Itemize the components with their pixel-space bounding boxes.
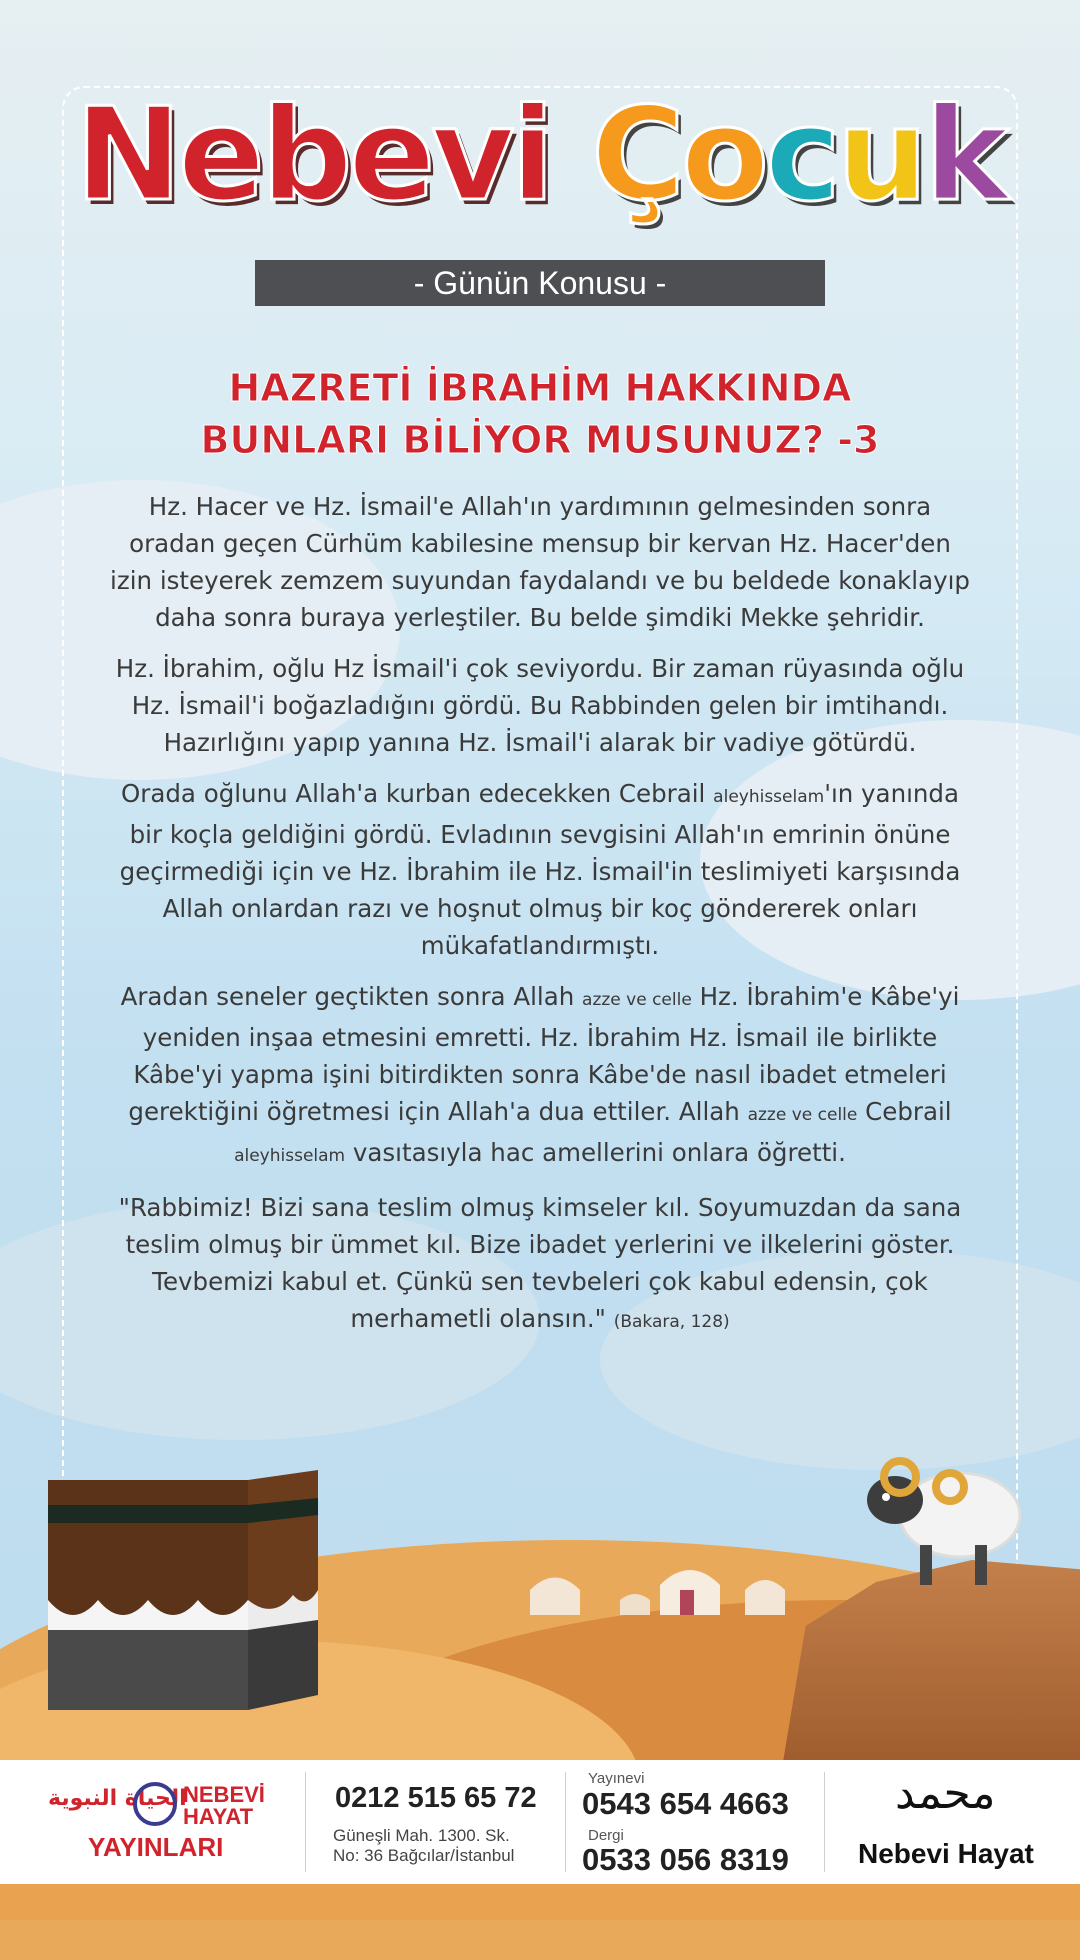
- subtitle-bar: - Günün Konusu -: [255, 260, 825, 306]
- footer-divider: [305, 1772, 306, 1872]
- publisher-name-line-1: NEBEVİ: [183, 1782, 265, 1807]
- article-body: [108, 488, 972, 1355]
- paragraph-5-quote: [108, 1189, 972, 1341]
- p4-text: Aradan seneler geçtikten sonra Allah: [120, 982, 575, 1011]
- village-houses-illustration: [520, 1550, 820, 1620]
- honorific: aleyhisselam: [713, 787, 825, 807]
- footer-divider: [824, 1772, 825, 1872]
- publisher-name-line-3: YAYINLARI: [88, 1832, 224, 1862]
- p3-text: 'ın yanında bir koçla geldiğini gördü. Evladının sevgisini Allah'ın emrinin önüne geçirmediği için ve Hz. İbrahim ile Hz. İsmail'in teslimiyeti karşısında Allah onlardan razı ve hoşnut olmuş bir koç göndererek onları mükafatlandırmıştı.: [119, 779, 961, 960]
- address-line-1: Güneşli Mah. 1300. Sk.: [333, 1826, 510, 1845]
- brand-arabic-calligraphy: محمد: [895, 1768, 996, 1819]
- logo-letter: k: [924, 81, 1006, 230]
- publisher-name-line-2: HAYAT: [183, 1804, 254, 1829]
- publisher-emblem-icon: [133, 1782, 177, 1826]
- magazine-phone-number[interactable]: 0533 056 8319: [582, 1842, 789, 1877]
- quote-text: "Rabbimiz! Bizi sana teslim olmuş kimseler kıl. Soyumuzdan da sana teslim olmuş bir ümmet kıl. Bize ibadet yerlerini ve ilkelerini göster. Tevbemizi kabul et. Çünkü sen tevbeleri çok kabul edensin, çok merhametli olansın.": [118, 1193, 962, 1333]
- brand-name: Nebevi Hayat: [858, 1838, 1034, 1869]
- logo-word-cocuk: [591, 81, 1005, 230]
- paragraph-3: [108, 775, 972, 964]
- publisher-phone-number[interactable]: 0543 654 4663: [582, 1786, 789, 1821]
- logo-letter: c: [765, 81, 837, 230]
- p4-text: Cebrail: [865, 1097, 952, 1126]
- logo-letter: o: [681, 81, 765, 230]
- publisher-arabic-name: الحياة النبوية: [48, 1786, 187, 1811]
- article-title: [60, 362, 1020, 466]
- p4-text: Hz. İbrahim'e Kâbe'yi yeniden inşaa etmesini emretti. Hz. İbrahim Hz. İsmail ile birlikte Kâbe'yi yapma işini bitirdikten sonra Kâbe'de nasıl ibadet etmeleri gerektiğini öğretmesi için Allah'a dua ettiler. Allah: [128, 982, 960, 1126]
- honorific: azze ve celle: [582, 990, 692, 1010]
- paragraph-4: [108, 978, 972, 1175]
- sheep-illustration: [850, 1455, 1030, 1595]
- footer-divider: [565, 1772, 566, 1872]
- address-line-2: No: 36 Bağcılar/İstanbul: [333, 1846, 515, 1865]
- magazine-label: Dergi: [588, 1827, 624, 1844]
- logo-letter: u: [836, 81, 924, 230]
- logo-letter: Ç: [591, 81, 682, 230]
- quote-reference: (Bakara, 128): [613, 1312, 730, 1332]
- publisher-logo: [48, 1780, 278, 1870]
- paragraph-2: Hz. İbrahim, oğlu Hz İsmail'i çok seviyordu. Bir zaman rüyasında oğlu Hz. İsmail'i boğazladığını gördü. Bu Rabbinden gelen bir imtihandı. Hazırlığını yapıp yanına Hz. İsmail'i alarak bir vadiye götürdü.: [115, 654, 965, 757]
- main-phone-number[interactable]: 0212 515 65 72: [335, 1782, 537, 1814]
- nebevi-cocuk-logo: [0, 81, 1080, 230]
- honorific: azze ve celle: [747, 1105, 858, 1125]
- logo-word-nebevi: Nebevi: [74, 81, 551, 230]
- title-line-2: BUNLARI BİLİYOR MUSUNUZ? -3: [200, 418, 880, 462]
- honorific: aleyhisselam: [234, 1146, 346, 1166]
- footer-strip: [0, 1884, 1080, 1920]
- title-line-1: HAZRETİ İBRAHİM HAKKINDA: [228, 366, 852, 410]
- p4-text: vasıtasıyla hac amellerini onlara öğretti.: [352, 1138, 846, 1167]
- paragraph-1: Hz. Hacer ve Hz. İsmail'e Allah'ın yardımının gelmesinden sonra oradan geçen Cürhüm kabilesine mensup bir kervan Hz. Hacer'den izin isteyerek zemzem suyundan faydalandı ve bu beldede konaklayıp daha sonra buraya yerleştiler. Bu belde şimdiki Mekke şehridir.: [110, 492, 970, 632]
- kaaba-illustration: [48, 1460, 328, 1720]
- publisher-label: Yayınevi: [588, 1770, 645, 1787]
- p3-text: Orada oğlunu Allah'a kurban edecekken Cebrail: [120, 779, 706, 808]
